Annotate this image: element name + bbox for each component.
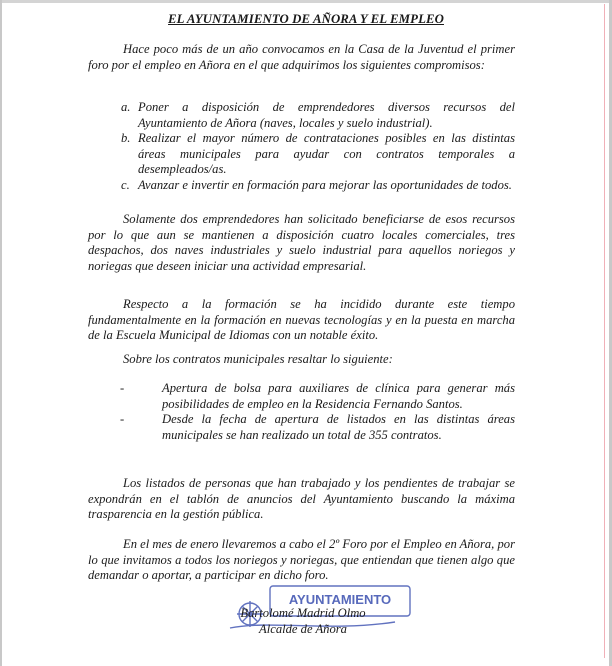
- contract-points-list: [120, 381, 515, 443]
- list-item-text: Apertura de bolsa para auxiliares de clínica para generar más posibilidades de empleo en la Residencia Fernando Santos.: [162, 381, 515, 411]
- list-item-text: Poner a disposición de emprendedores diversos recursos del Ayuntamiento de Añora (naves, locales y suelo industrial).: [138, 100, 515, 130]
- list-item: [121, 131, 515, 178]
- list-item-label: b.: [121, 131, 131, 146]
- list-item: [121, 100, 515, 131]
- signature-name: Bartolomé Madrid Olmo: [240, 606, 366, 620]
- list-item: [120, 381, 515, 412]
- list-item-text: Avanzar e invertir en formación para mejorar las oportunidades de todos.: [138, 177, 512, 192]
- list-item: [120, 412, 515, 443]
- list-item-text: Desde la fecha de apertura de listados en las distintas áreas municipales se han realizado un total de 355 contratos.: [162, 412, 515, 442]
- signature-role: Alcalde de Añora: [259, 621, 347, 636]
- commitments-list: [121, 100, 515, 194]
- list-item-label: c.: [121, 177, 130, 192]
- list-item-text: Realizar el mayor número de contrataciones posibles en las distintas áreas municipales para ayudar con contratos temporales a desempleados/as.: [138, 131, 515, 177]
- document-title: EL AYUNTAMIENTO DE AÑORA Y EL EMPLEO: [168, 12, 444, 26]
- list-item: [121, 178, 515, 194]
- signature-block: [233, 606, 373, 637]
- lists-paragraph: Los listados de personas que han trabajado y los pendientes de trabajar se expondrán en el tablón de anuncios del Ayuntamiento buscando la máxima trasparencia en la gestión pública.: [88, 476, 515, 522]
- forum-paragraph: En el mes de enero llevaremos a cabo el 2º Foro por el Empleo en Añora, por lo que invitamos a todos los noriegos y noriegas, que entiendan que tienen algo que demandar o aportar, a participar en dicho foro.: [88, 537, 515, 583]
- list-item-label: a.: [121, 100, 131, 114]
- stamp-text: AYUNTAMIENTO: [288, 592, 392, 607]
- list-item-label: -: [120, 412, 125, 427]
- contracts-intro-paragraph: Sobre los contratos municipales resaltar lo siguiente:: [123, 352, 393, 366]
- resources-paragraph: Solamente dos emprendedores han solicitado beneficiarse de esos recursos por lo que aun se mantienen a disposición cuatro locales comerciales, tres despachos, dos naves industriales y suelo industrial para aquellos noriegos y noriegas que deseen iniciar una actividad empresarial.: [88, 212, 515, 273]
- training-paragraph: Respecto a la formación se ha incidido durante este tiempo fundamentalmente en la formación en nuevas tecnologías y en la puesta en marcha de la Escuela Municipal de Idiomas con un notable éxito.: [88, 297, 515, 343]
- list-item-label: -: [120, 381, 125, 395]
- intro-paragraph: Hace poco más de un año convocamos en la Casa de la Juventud el primer foro por el empleo en Añora en el que adquirimos los siguientes compromisos:: [88, 42, 515, 72]
